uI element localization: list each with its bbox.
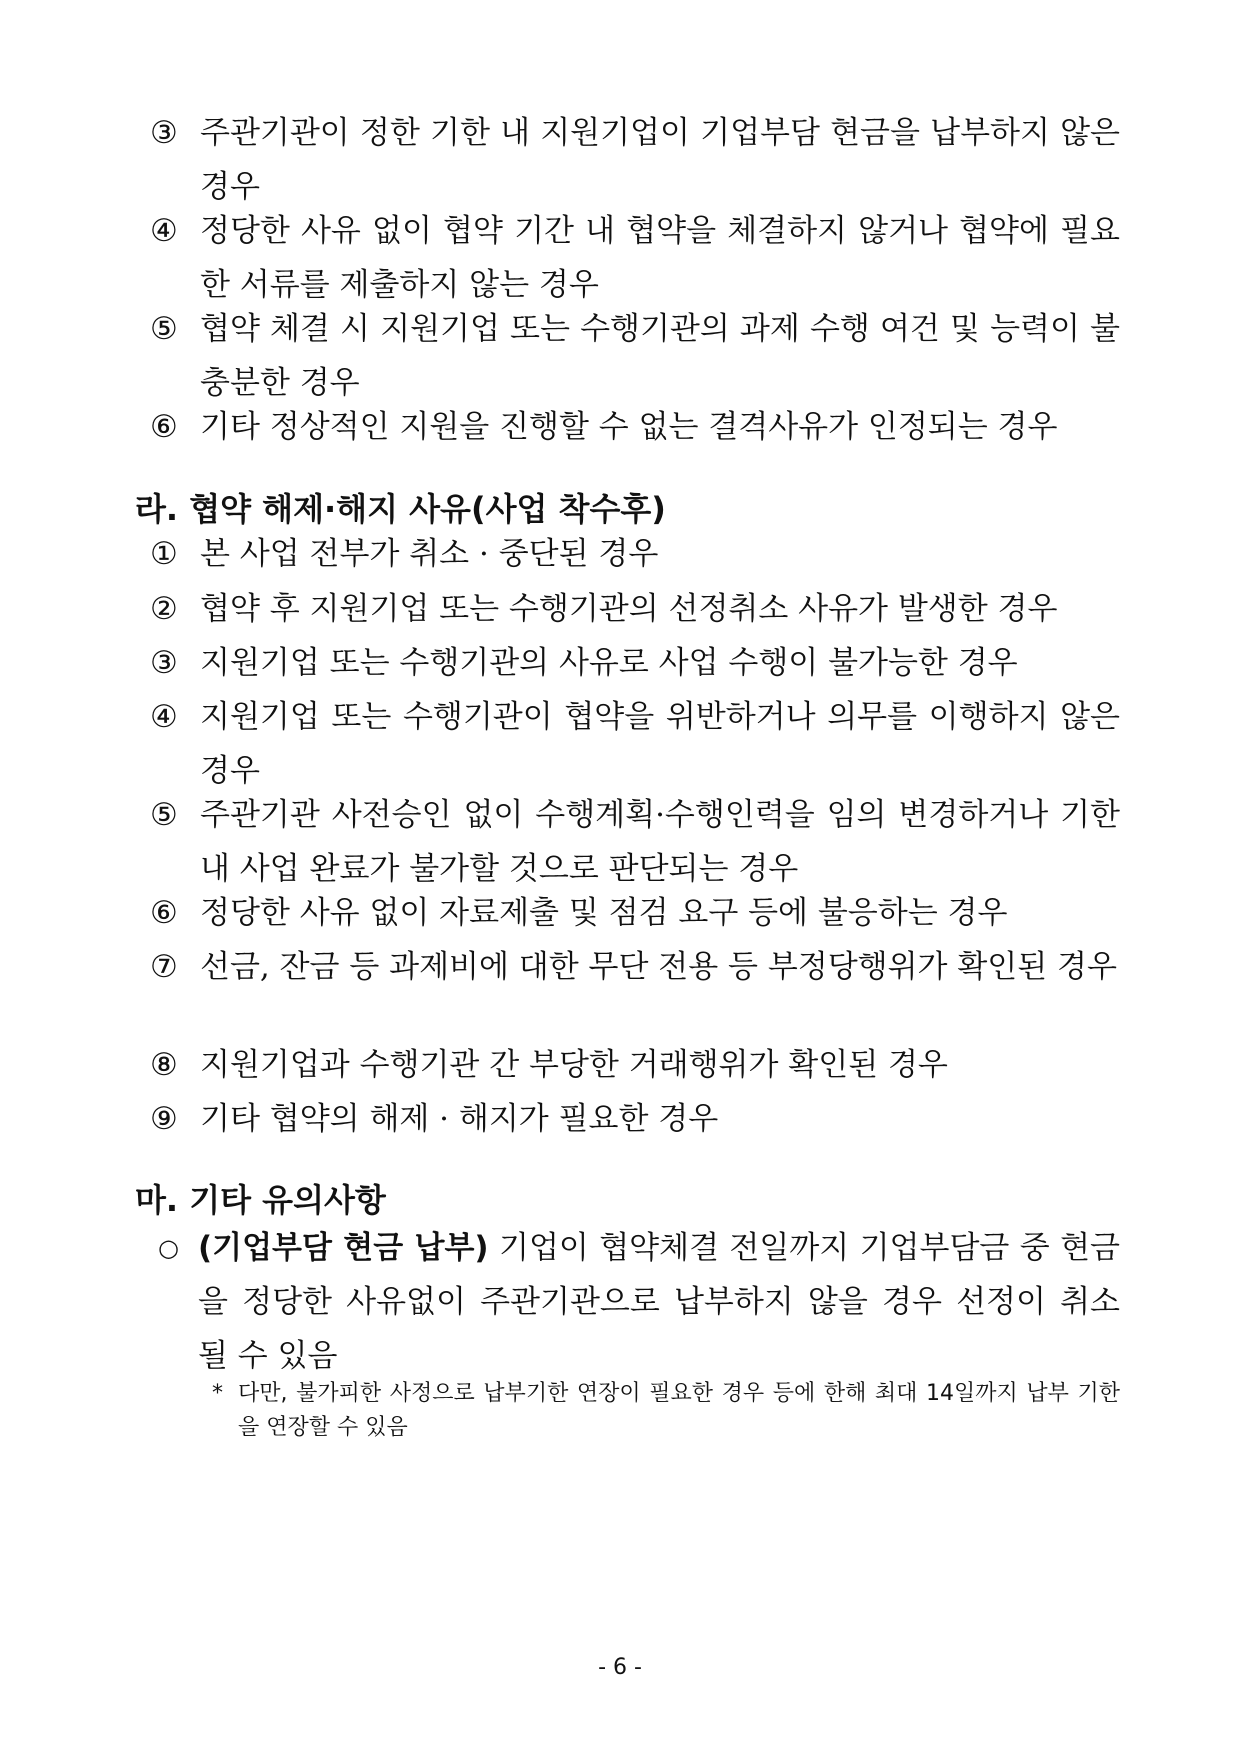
item-text: 선금, 잔금 등 과제비에 대한 무단 전용 등 부정당행위가 확인된 경우	[200, 949, 1117, 985]
list-item	[150, 204, 1120, 312]
item-text: 기타 정상적인 지원을 진행할 수 없는 결격사유가 인정되는 경우	[200, 409, 1058, 445]
item-text: 주관기관 사전승인 없이 수행계획·수행인력을 임의 변경하거나 기한 내 사업 완료가 불가할 것으로 판단되는 경우	[200, 797, 1120, 887]
item-number: ④	[150, 213, 178, 249]
item-number: ④	[150, 699, 178, 735]
item-number: ③	[150, 645, 178, 681]
bullet-text	[198, 1221, 1120, 1383]
item-text: 정당한 사유 없이 협약 기간 내 협약을 체결하지 않거나 협약에 필요한 서류를 제출하지 않는 경우	[200, 213, 1120, 303]
item-number: ⑥	[150, 895, 178, 931]
item-number: ⑥	[150, 409, 178, 445]
item-text: 지원기업 또는 수행기관의 사유로 사업 수행이 불가능한 경우	[200, 645, 1018, 681]
section-heading-termination: 라. 협약 해제·해지 사유(사업 착수후)	[135, 490, 666, 528]
item-number: ⑨	[150, 1101, 178, 1137]
list-item	[150, 1038, 1120, 1092]
list-item	[150, 940, 1120, 994]
list-item	[150, 302, 1120, 410]
footnote-text: 다만, 불가피한 사정으로 납부기한 연장이 필요한 경우 등에 한해 최대 14일까지 납부 기한을 연장할 수 있음	[238, 1381, 1120, 1440]
list-item	[150, 527, 1120, 581]
item-number: ⑧	[150, 1047, 178, 1083]
bullet-circle-icon: ○	[158, 1234, 179, 1262]
item-text: 지원기업과 수행기관 간 부당한 거래행위가 확인된 경우	[200, 1047, 948, 1083]
list-item	[150, 1092, 1120, 1146]
footnote	[212, 1377, 1120, 1445]
item-number: ②	[150, 591, 178, 627]
bullet-body: 기업이 협약체결 전일까지 기업부담금 중 현금을 정당한 사유없이 주관기관으로 납부하지 않을 경우 선정이 취소 될 수 있음	[198, 1230, 1120, 1374]
item-number: ③	[150, 115, 178, 151]
section-heading-notes: 마. 기타 유의사항	[135, 1181, 386, 1219]
item-number: ⑤	[150, 311, 178, 347]
list-item	[150, 788, 1120, 896]
item-text: 본 사업 전부가 취소 · 중단된 경우	[200, 536, 659, 572]
item-number: ①	[150, 536, 178, 572]
asterisk-icon: *	[212, 1381, 223, 1406]
list-item	[150, 582, 1120, 636]
list-item	[150, 106, 1120, 214]
bullet-item	[158, 1221, 1120, 1383]
item-text: 협약 체결 시 지원기업 또는 수행기관의 과제 수행 여건 및 능력이 불충분한 경우	[200, 311, 1120, 401]
list-item	[150, 400, 1120, 454]
item-number: ⑦	[150, 949, 178, 985]
page-number: - 6 -	[598, 1655, 642, 1680]
item-text: 주관기관이 정한 기한 내 지원기업이 기업부담 현금을 납부하지 않은 경우	[200, 115, 1120, 205]
item-text: 정당한 사유 없이 자료제출 및 점검 요구 등에 불응하는 경우	[200, 895, 1008, 931]
bullet-bold-title: (기업부담 현금 납부)	[198, 1230, 489, 1266]
item-number: ⑤	[150, 797, 178, 833]
item-text: 기타 협약의 해제 · 해지가 필요한 경우	[200, 1101, 719, 1137]
list-item	[150, 690, 1120, 798]
item-text: 협약 후 지원기업 또는 수행기관의 선정취소 사유가 발생한 경우	[200, 591, 1058, 627]
list-item	[150, 886, 1120, 940]
list-item	[150, 636, 1120, 690]
item-text: 지원기업 또는 수행기관이 협약을 위반하거나 의무를 이행하지 않은 경우	[200, 699, 1120, 789]
